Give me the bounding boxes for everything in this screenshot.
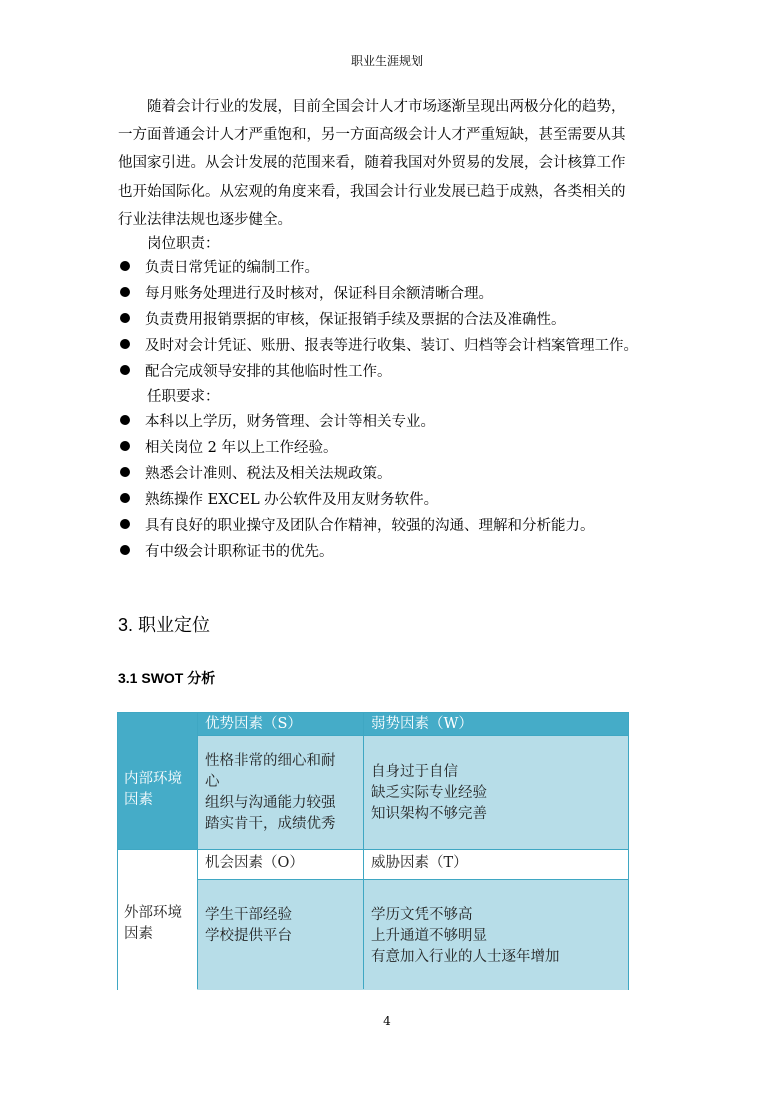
paragraph-line: 一方面普通会计人才严重饱和，另一方面高级会计人才严重短缺，甚至需要从其 [118, 127, 626, 144]
t-header: 威胁因素（T） [363, 849, 628, 879]
w-content: 自身过于自信 缺乏实际专业经验 知识架构不够完善 [363, 735, 628, 849]
section-heading: 3. 职业定位 [118, 615, 211, 635]
bullet-icon [120, 519, 130, 529]
duty-item: 及时对会计凭证、账册、报表等进行收集、装订、归档等会计档案管理工作。 [118, 334, 678, 356]
table-divider [197, 879, 628, 880]
subsection-heading: 3.1 SWOT 分析 [118, 670, 216, 686]
requirement-item: 本科以上学历，财务管理、会计等相关专业。 [118, 410, 678, 432]
duties-title: 岗位职责： [147, 236, 220, 252]
s-header: 优势因素（S） [197, 713, 363, 735]
paragraph-line: 行业法律法规也逐步健全。 [118, 211, 292, 228]
bullet-icon [120, 339, 130, 349]
requirement-item: 熟练操作 EXCEL 办公软件及用友财务软件。 [118, 488, 678, 510]
page-header: 职业生涯规划 [350, 54, 423, 68]
bullet-icon [120, 415, 130, 425]
o-header: 机会因素（O） [197, 849, 363, 879]
duty-item: 负责日常凭证的编制工作。 [118, 256, 678, 278]
bullet-icon [120, 261, 130, 271]
requirement-item: 相关岗位 2 年以上工作经验。 [118, 436, 678, 458]
requirement-item: 有中级会计职称证书的优先。 [118, 540, 678, 562]
o-content: 学生干部经验 学校提供平台 [197, 879, 363, 990]
duty-item: 负责费用报销票据的审核，保证报销手续及票据的合法及准确性。 [118, 308, 678, 330]
requirement-item: 具有良好的职业操守及团队合作精神，较强的沟通、理解和分析能力。 [118, 514, 678, 536]
page-number: 4 [383, 1014, 391, 1028]
requirement-item: 熟悉会计准则、税法及相关法规政策。 [118, 462, 678, 484]
w-header: 弱势因素（W） [363, 713, 628, 735]
table-divider [363, 713, 364, 989]
swot-table [117, 712, 629, 990]
t-content: 学历文凭不够高 上升通道不够明显 有意加入行业的人士逐年增加 [363, 879, 628, 990]
bullet-icon [120, 493, 130, 503]
paragraph-line: 随着会计行业的发展，目前全国会计人才市场逐渐呈现出两极分化的趋势， [147, 99, 626, 115]
duty-item: 每月账务处理进行及时核对，保证科目余额清晰合理。 [118, 282, 678, 304]
requirements-title: 任职要求： [147, 389, 220, 405]
bullet-icon [120, 365, 130, 375]
table-divider [197, 735, 628, 736]
table-divider [118, 849, 628, 850]
duty-item: 配合完成领导安排的其他临时性工作。 [118, 360, 678, 382]
bullet-icon [120, 287, 130, 297]
paragraph-line: 他国家引进。从会计发展的范围来看，随着我国对外贸易的发展，会计核算工作 [118, 155, 626, 172]
intro-paragraph [118, 93, 658, 234]
bullet-icon [120, 545, 130, 555]
external-label-cell: 外部环境 因素 [118, 849, 197, 990]
internal-label-cell: 内部环境 因素 [118, 713, 197, 849]
bullet-icon [120, 441, 130, 451]
bullet-icon [120, 313, 130, 323]
bullet-icon [120, 467, 130, 477]
paragraph-line: 也开始国际化。从宏观的角度来看，我国会计行业发展已趋于成熟，各类相关的 [118, 183, 626, 200]
table-divider [197, 713, 198, 989]
s-content: 性格非常的细心和耐 心 组织与沟通能力较强 踏实肯干，成绩优秀 [197, 735, 363, 849]
